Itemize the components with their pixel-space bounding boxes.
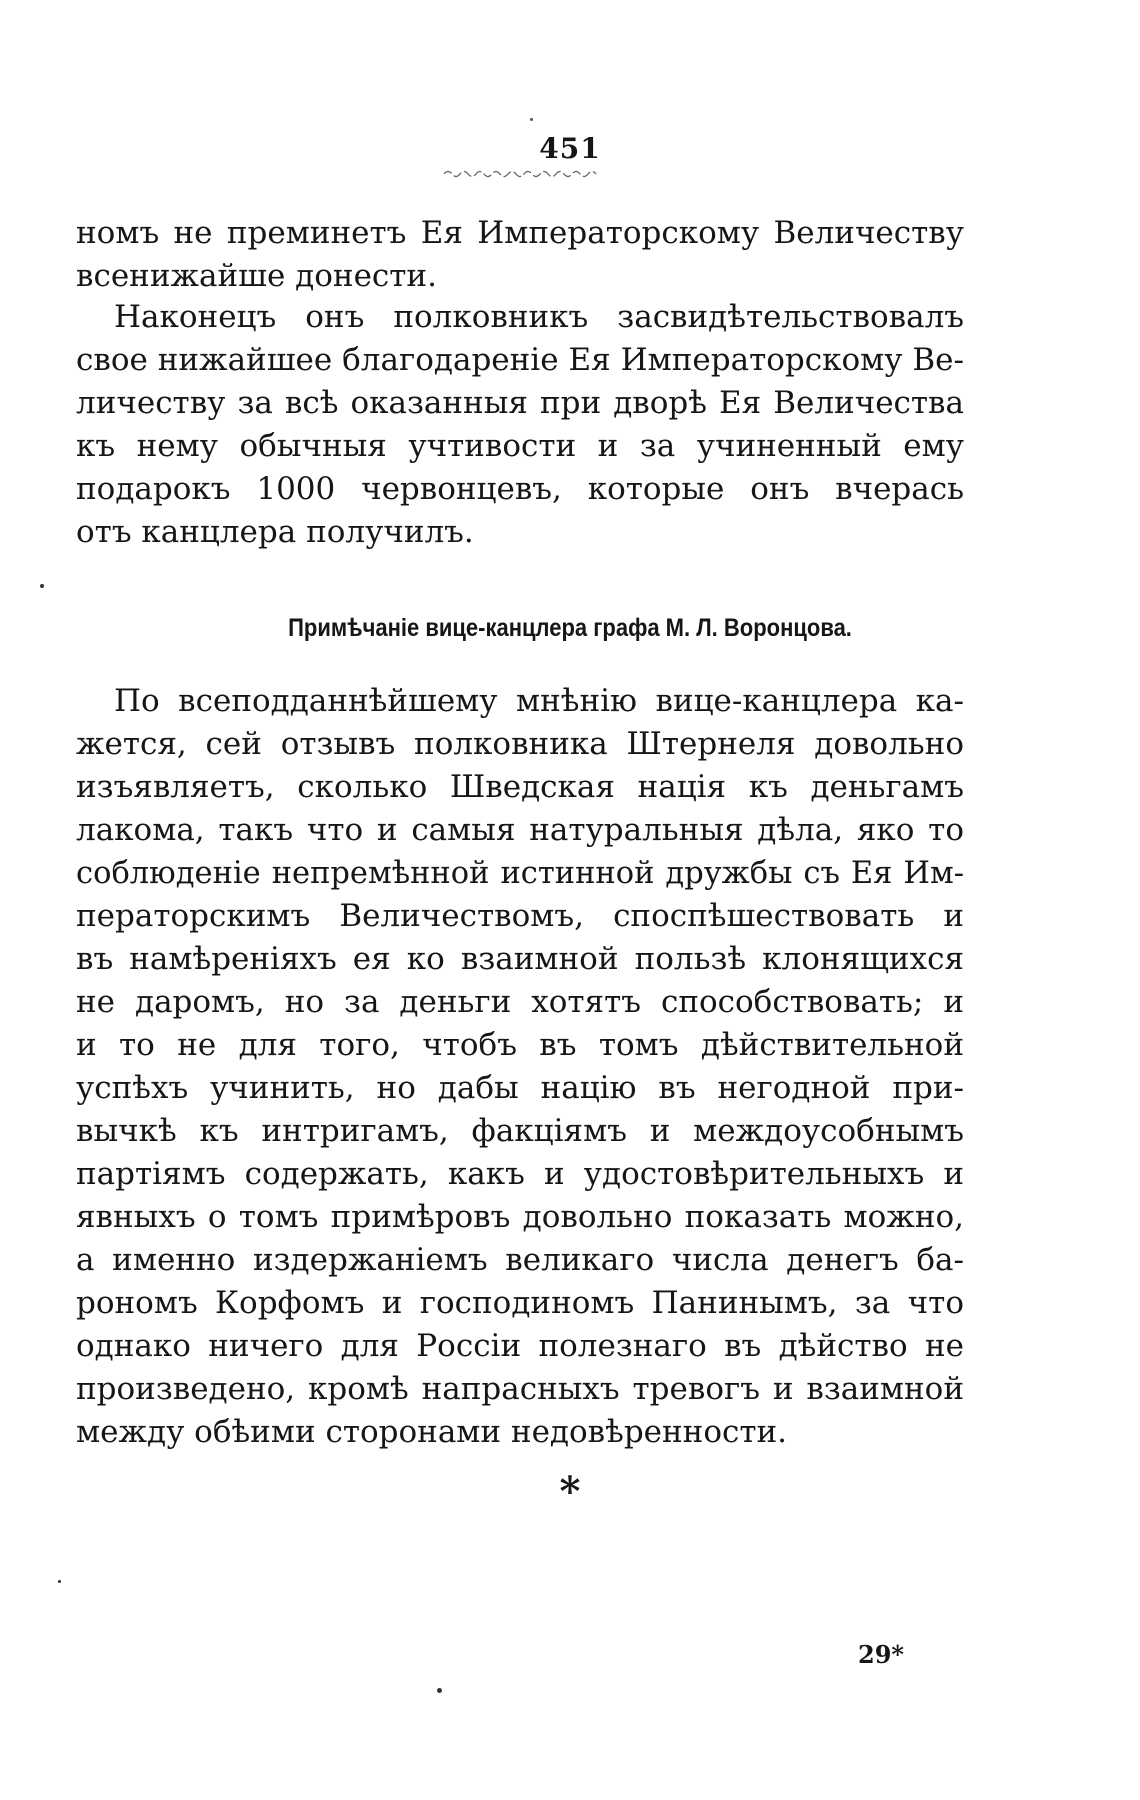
text-line: жется, сей отзывъ полковника Штернеля довольно <box>76 726 964 762</box>
ink-speck <box>40 584 44 588</box>
paragraph-colonel-gratitude <box>76 296 964 554</box>
text-line: успѣхъ учинить, но дабы націю въ негодной при- <box>76 1070 964 1106</box>
text-line: партіямъ содержать, какъ и удостовѣрительныхъ и <box>76 1156 964 1192</box>
page-number: 451 <box>539 132 601 165</box>
text-line: между обѣими сторонами недовѣренности. <box>76 1414 788 1450</box>
text-line: рономъ Корфомъ и господиномъ Панинымъ, за что <box>76 1285 964 1321</box>
printer-signature-mark: 29* <box>858 1640 904 1669</box>
text-line: произведено, кромѣ напрасныхъ тревогъ и взаимной <box>76 1371 964 1407</box>
text-line: вычкѣ къ интригамъ, факціямъ и междоусобнымъ <box>76 1113 964 1149</box>
text-line: Наконецъ онъ полковникъ засвидѣтельствовалъ <box>114 299 964 335</box>
ink-speck <box>437 1688 442 1693</box>
text-line: ператорскимъ Величествомъ, споспѣшествовать и <box>76 898 964 934</box>
text-line: подарокъ 1000 червонцевъ, которые онъ вчерась <box>76 471 964 507</box>
text-line: номъ не преминетъ Ея Императорскому Величеству <box>76 215 964 251</box>
text-line: не даромъ, но за деньги хотятъ способствовать; и <box>76 984 964 1020</box>
ink-speck <box>530 118 533 121</box>
paragraph-continued <box>76 212 964 298</box>
text-line: изъявляетъ, сколько Шведская нація къ деньгамъ <box>76 769 964 805</box>
text-line: явныхъ о томъ примѣровъ довольно показать можно, <box>76 1199 964 1235</box>
paragraph-vice-chancellor-note <box>76 680 964 1454</box>
text-line: По всеподданнѣйшему мнѣнію вице-канцлера ка- <box>114 683 964 719</box>
ornament-rule <box>440 164 600 180</box>
text-line: къ нему обычныя учтивости и за учиненный ему <box>76 428 964 464</box>
text-line: и то не для того, чтобъ въ томъ дѣйствительной <box>76 1027 964 1063</box>
section-end-asterisk: * <box>559 1468 581 1515</box>
text-line: однако ничего для Россіи полезнаго въ дѣйство не <box>76 1328 964 1364</box>
ink-speck <box>58 1580 61 1583</box>
text-line: отъ канцлера получилъ. <box>76 514 474 550</box>
text-line: личеству за всѣ оказанныя при дворѣ Ея Величества <box>76 385 964 421</box>
text-line: въ намѣреніяхъ ея ко взаимной пользѣ клонящихся <box>76 941 964 977</box>
text-line: всенижайше донести. <box>76 258 437 294</box>
text-line: свое нижайшее благодареніе Ея Императорскому Ве- <box>76 342 964 378</box>
text-line: лакома, такъ что и самыя натуральныя дѣла, яко то <box>76 812 964 848</box>
text-line: соблюденіе непремѣнной истинной дружбы съ Ея Им- <box>76 856 964 891</box>
section-heading: Примѣчаніе вице-канцлера графа М. Л. Воронцова. <box>288 614 852 642</box>
text-line: а именно издержаніемъ великаго числа денегъ ба- <box>76 1242 964 1278</box>
